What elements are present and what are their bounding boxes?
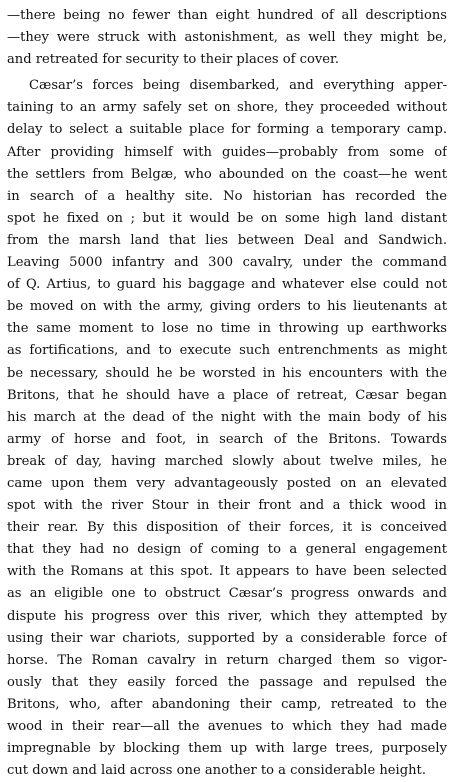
text-line: as fortifications, and to execute such entrenchments as might (7, 343, 447, 359)
text-line: impregnable by blocking them up with large trees, purposely (7, 741, 447, 757)
text-line: spot he fixed on ; but it would be on some high land distant (7, 210, 447, 226)
text-line: After providing himself with guides—probably from some of (7, 144, 447, 160)
text-line: horse. The Roman cavalry in return charged them so vigor- (7, 652, 447, 668)
text-line: his march at the dead of the night with the main body of his (7, 409, 447, 425)
paragraph-2 (7, 75, 447, 782)
text-line: Britons, who, after abandoning their camp, retreated to the (7, 696, 447, 712)
text-line: from the marsh land that lies between Deal and Sandwich. (7, 232, 447, 248)
text-line: Britons, that he should have a place of retreat, Cæsar began (7, 387, 447, 403)
text-line: the same moment to lose no time in throwing up earthworks (7, 321, 447, 337)
text-line: ously that they easily forced the passage and repulsed the (7, 674, 447, 690)
text-line: spot with the river Stour in their front and a thick wood in (7, 498, 447, 514)
text-line: cut down and laid across one another to a considerable height. (7, 763, 426, 779)
text-line: came upon them very advantageously posted on an elevated (7, 475, 447, 491)
text-line: in search of a healthy site. No historian has recorded the (7, 188, 447, 204)
text-line: break of day, having marched slowly about twelve miles, he (7, 453, 447, 469)
text-line: the settlers from Belgæ, who abounded on the coast—he went (7, 166, 447, 182)
text-line: with the Romans at this spot. It appears to have been selected (7, 564, 447, 580)
text-line: that they had no design of coming to a general engagement (7, 542, 447, 558)
text-line: as an eligible one to obstruct Cæsar’s progress onwards and (7, 586, 447, 602)
text-line: their rear. By this disposition of their forces, it is conceived (7, 520, 447, 536)
text-line: —there being no fewer than eight hundred of all descriptions (7, 8, 447, 23)
text-line: be moved on with the army, giving orders to his lieutenants at (7, 299, 447, 315)
text-line: dispute his progress over this river, which they attempted by (7, 608, 447, 624)
text-line: Leaving 5000 infantry and 300 cavalry, under the command (7, 255, 447, 271)
text-line: delay to select a suitable place for forming a temporary camp. (7, 122, 447, 138)
text-line: taining to an army safely set on shore, they proceeded without (7, 100, 447, 116)
paragraph-1 (7, 5, 447, 71)
text-line: —they were struck with astonishment, as well they might be, (7, 30, 447, 46)
text-line: using their war chariots, supported by a considerable force of (7, 630, 447, 646)
text-line: and retreated for security to their places of cover. (7, 52, 340, 68)
text-line: of Q. Artius, to guard his baggage and whatever else could not (7, 277, 447, 293)
text-line: Cæsar’s forces being disembarked, and everything apper- (29, 78, 447, 94)
text-line: be necessary, should he be worsted in his encounters with the (7, 365, 447, 381)
text-line: wood in their rear—all the avenues to which they had made (7, 719, 447, 734)
text-line: army of horse and foot, in search of the Britons. Towards (7, 431, 447, 447)
book-page (7, 5, 447, 782)
